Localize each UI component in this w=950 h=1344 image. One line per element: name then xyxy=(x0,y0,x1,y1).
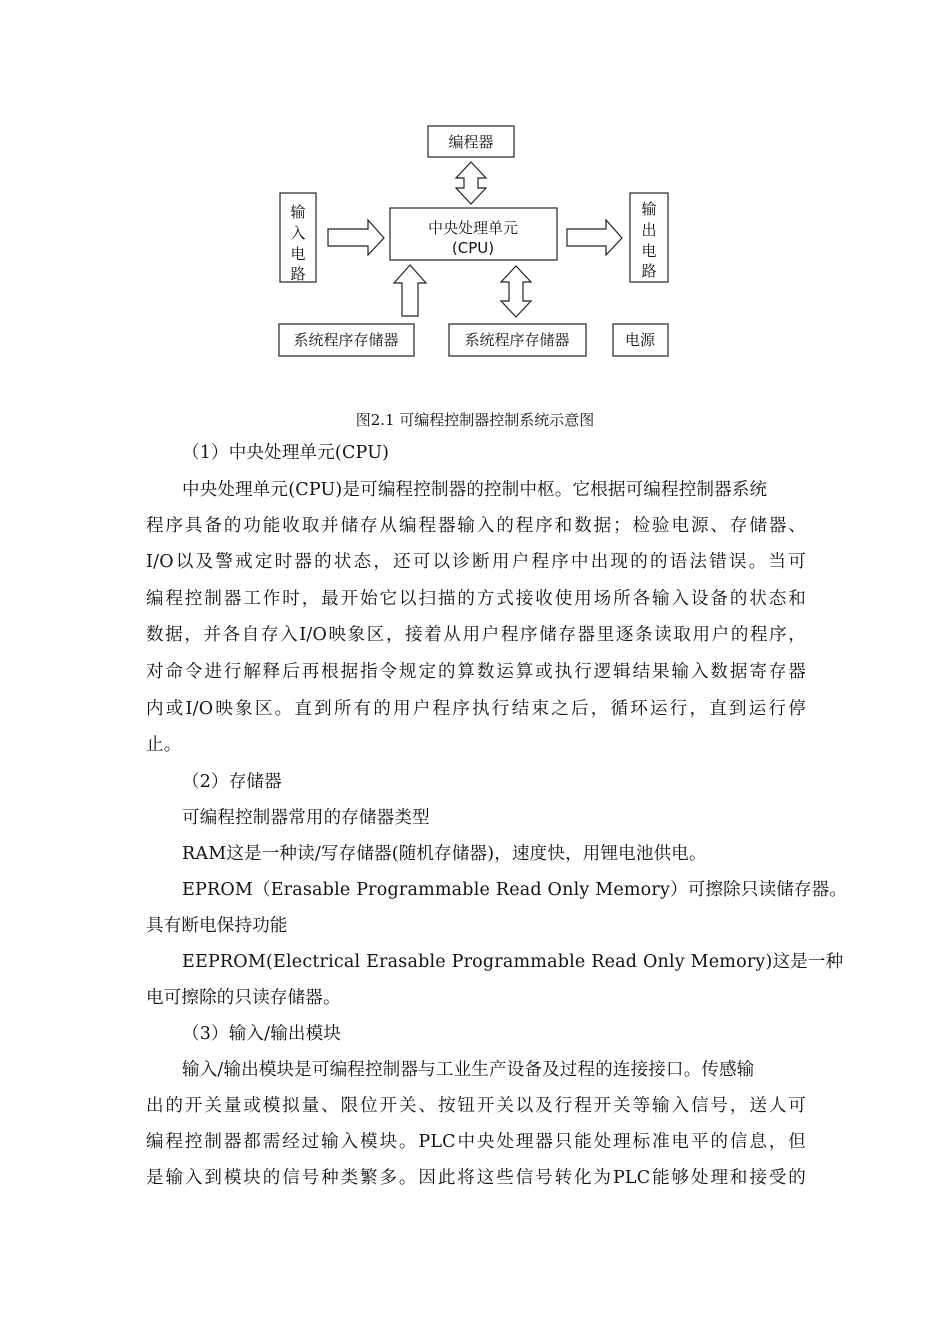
paragraph-line: 出的开关量或模拟量、限位开关、按钮开关以及行程开关等输入信号，送人可 xyxy=(146,1096,806,1116)
input-circuit-char: 输 xyxy=(290,203,306,221)
cpu-label: 中央处理单元 xyxy=(427,219,519,237)
paragraph-line: 止。 xyxy=(146,735,182,755)
section-heading-memory: （2）存储器 xyxy=(182,772,282,792)
paragraph-line: 是输入到模块的信号种类繁多。因此将这些信号转化为PLC能够处理和接受的 xyxy=(146,1168,806,1188)
input-circuit-char: 电 xyxy=(290,245,306,263)
output-circuit-char: 电 xyxy=(641,242,657,260)
paragraph-line: RAM这是一种读/写存储器(随机存储器)，速度快，用锂电池供电。 xyxy=(182,844,707,864)
programmer-cpu-double-arrow xyxy=(456,162,486,204)
programmer-label: 编程器 xyxy=(448,133,494,151)
input-to-cpu-arrow xyxy=(328,220,384,255)
paragraph-line: 内或I/O映象区。直到所有的用户程序执行结束之后，循环运行，直到运行停 xyxy=(146,699,806,719)
output-circuit-char: 路 xyxy=(641,262,657,280)
paragraph-line: 编程控制器工作时，最开始它以扫描的方式接收使用场所各输入设备的状态和 xyxy=(146,589,806,609)
memory-to-cpu-arrow xyxy=(394,265,426,316)
paragraph-line: 对命令进行解释后再根据指令规定的算数运算或执行逻辑结果输入数据寄存器 xyxy=(146,662,806,682)
output-circuit-char: 出 xyxy=(641,221,657,239)
paragraph-line: 程序具备的功能收取并储存从编程器输入的程序和数据；检验电源、存储器、 xyxy=(146,516,806,536)
paragraph-line: 输入/输出模块是可编程控制器与工业生产设备及过程的连接接口。传感输 xyxy=(182,1060,755,1080)
output-circuit-char: 输 xyxy=(641,200,657,218)
input-circuit-char: 路 xyxy=(290,265,306,283)
paragraph-line: I/O以及警戒定时器的状态，还可以诊断用户程序中出现的的语法错误。当可 xyxy=(146,552,806,572)
input-circuit-char: 入 xyxy=(290,224,306,242)
cpu-to-output-arrow xyxy=(567,220,622,255)
figure-caption: 图2.1 可编程控制器控制系统示意图 xyxy=(355,411,595,429)
paragraph-line: EPROM（Erasable Programmable Read Only Memory）可擦除只读储存器。 xyxy=(182,880,848,900)
paragraph-line: 数据，并各自存入I/O映象区，接着从用户程序储存器里逐条读取用户的程序， xyxy=(146,625,806,645)
cpu-memory-double-arrow xyxy=(501,266,531,317)
memory-left-label: 系统程序存储器 xyxy=(293,331,399,349)
paragraph-line: 电可擦除的只读存储器。 xyxy=(146,988,341,1008)
paragraph-line: 具有断电保持功能 xyxy=(146,916,288,936)
paragraph-line: 可编程控制器常用的存储器类型 xyxy=(182,808,430,828)
section-heading-cpu: （1）中央处理单元(CPU) xyxy=(182,443,390,463)
paragraph-line: 编程控制器都需经过输入模块。PLC中央处理器只能处理标准电平的信息，但 xyxy=(146,1132,806,1152)
paragraph-line: EEPROM(Electrical Erasable Programmable Read Only Memory)这是一种 xyxy=(182,952,844,972)
memory-mid-label: 系统程序存储器 xyxy=(464,331,570,349)
power-label: 电源 xyxy=(624,331,656,349)
section-heading-io: （3）输入/输出模块 xyxy=(182,1024,342,1044)
cpu-sublabel: (CPU) xyxy=(451,239,495,257)
paragraph-line: 中央处理单元(CPU)是可编程控制器的控制中枢。它根据可编程控制器系统 xyxy=(182,480,768,500)
plc-system-diagram xyxy=(0,0,950,400)
